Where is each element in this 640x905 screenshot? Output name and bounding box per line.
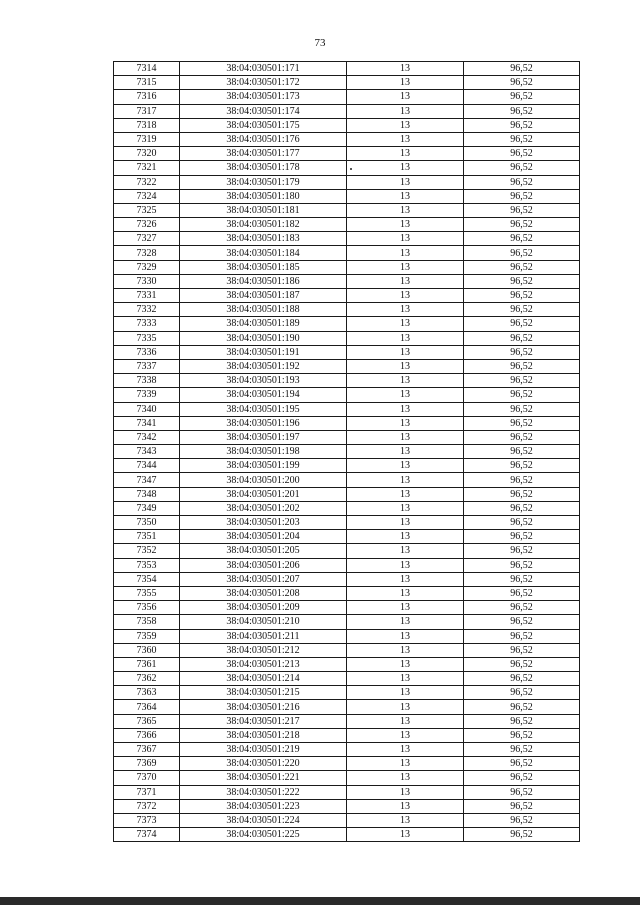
cadastral-number-cell: 38:04:030501:178 <box>180 161 347 175</box>
row-number-cell: 7328 <box>114 246 180 260</box>
row-number-cell: 7320 <box>114 147 180 161</box>
cadastral-number-cell: 38:04:030501:196 <box>180 416 347 430</box>
area-cell: 96,52 <box>464 232 580 246</box>
area-cell: 96,52 <box>464 643 580 657</box>
row-number-cell: 7355 <box>114 586 180 600</box>
row-number-cell: 7372 <box>114 799 180 813</box>
row-number-cell: 7369 <box>114 757 180 771</box>
cadastral-number-cell: 38:04:030501:207 <box>180 572 347 586</box>
row-number-cell: 7364 <box>114 700 180 714</box>
row-number-cell: 7353 <box>114 558 180 572</box>
table-row <box>114 558 580 572</box>
row-number-cell: 7322 <box>114 175 180 189</box>
area-cell: 96,52 <box>464 530 580 544</box>
cadastral-number-cell: 38:04:030501:216 <box>180 700 347 714</box>
zone-cell: 13 <box>347 799 464 813</box>
cadastral-number-cell: 38:04:030501:206 <box>180 558 347 572</box>
area-cell: 96,52 <box>464 657 580 671</box>
area-cell: 96,52 <box>464 601 580 615</box>
table-row <box>114 799 580 813</box>
zone-cell: 13 <box>347 558 464 572</box>
cadastral-number-cell: 38:04:030501:209 <box>180 601 347 615</box>
area-cell: 96,52 <box>464 757 580 771</box>
table-row <box>114 445 580 459</box>
zone-cell: 13 <box>347 430 464 444</box>
row-number-cell: 7331 <box>114 289 180 303</box>
zone-cell: 13 <box>347 260 464 274</box>
cadastral-number-cell: 38:04:030501:213 <box>180 657 347 671</box>
zone-cell: 13 <box>347 416 464 430</box>
row-number-cell: 7317 <box>114 104 180 118</box>
area-cell: 96,52 <box>464 416 580 430</box>
cadastral-number-cell: 38:04:030501:182 <box>180 218 347 232</box>
area-cell: 96,52 <box>464 104 580 118</box>
cadastral-number-cell: 38:04:030501:212 <box>180 643 347 657</box>
row-number-cell: 7366 <box>114 728 180 742</box>
area-cell: 96,52 <box>464 303 580 317</box>
row-number-cell: 7342 <box>114 430 180 444</box>
table-row <box>114 430 580 444</box>
table-row <box>114 615 580 629</box>
area-cell: 96,52 <box>464 686 580 700</box>
zone-cell: 13 <box>347 487 464 501</box>
row-number-cell: 7349 <box>114 501 180 515</box>
zone-cell: 13 <box>347 700 464 714</box>
area-cell: 96,52 <box>464 345 580 359</box>
table-row <box>114 728 580 742</box>
zone-cell: 13 <box>347 147 464 161</box>
area-cell: 96,52 <box>464 771 580 785</box>
zone-cell: 13 <box>347 374 464 388</box>
table-row <box>114 586 580 600</box>
zone-cell: 13 <box>347 629 464 643</box>
zone-cell: 13 <box>347 615 464 629</box>
cadastral-number-cell: 38:04:030501:176 <box>180 132 347 146</box>
row-number-cell: 7354 <box>114 572 180 586</box>
row-number-cell: 7352 <box>114 544 180 558</box>
cadastral-number-cell: 38:04:030501:173 <box>180 90 347 104</box>
area-cell: 96,52 <box>464 359 580 373</box>
page-number: 73 <box>314 37 326 49</box>
row-number-cell: 7335 <box>114 331 180 345</box>
row-number-cell: 7371 <box>114 785 180 799</box>
cadastral-number-cell: 38:04:030501:222 <box>180 785 347 799</box>
area-cell: 96,52 <box>464 501 580 515</box>
table-row <box>114 374 580 388</box>
cadastral-number-cell: 38:04:030501:193 <box>180 374 347 388</box>
area-cell: 96,52 <box>464 274 580 288</box>
table-row <box>114 757 580 771</box>
area-cell: 96,52 <box>464 76 580 90</box>
area-cell: 96,52 <box>464 558 580 572</box>
cadastral-number-cell: 38:04:030501:211 <box>180 629 347 643</box>
row-number-cell: 7351 <box>114 530 180 544</box>
zone-cell: 13 <box>347 189 464 203</box>
area-cell: 96,52 <box>464 544 580 558</box>
row-number-cell: 7341 <box>114 416 180 430</box>
table-row <box>114 657 580 671</box>
area-cell: 96,52 <box>464 175 580 189</box>
row-number-cell: 7344 <box>114 459 180 473</box>
table-row <box>114 771 580 785</box>
zone-cell: 13 <box>347 757 464 771</box>
table-row <box>114 686 580 700</box>
cadastral-number-cell: 38:04:030501:175 <box>180 118 347 132</box>
table-row <box>114 274 580 288</box>
row-number-cell: 7360 <box>114 643 180 657</box>
zone-cell: 13 <box>347 76 464 90</box>
table-row <box>114 643 580 657</box>
table-row <box>114 714 580 728</box>
cadastral-number-cell: 38:04:030501:208 <box>180 586 347 600</box>
area-cell: 96,52 <box>464 572 580 586</box>
cadastral-number-cell: 38:04:030501:186 <box>180 274 347 288</box>
row-number-cell: 7340 <box>114 402 180 416</box>
table-row <box>114 317 580 331</box>
zone-cell: 13 <box>347 132 464 146</box>
zone-cell: 13 <box>347 388 464 402</box>
cadastral-number-cell: 38:04:030501:203 <box>180 516 347 530</box>
cadastral-number-cell: 38:04:030501:177 <box>180 147 347 161</box>
table-row <box>114 104 580 118</box>
table-row <box>114 544 580 558</box>
cadastral-number-cell: 38:04:030501:219 <box>180 743 347 757</box>
area-cell: 96,52 <box>464 487 580 501</box>
cadastral-number-cell: 38:04:030501:223 <box>180 799 347 813</box>
zone-cell: 13 <box>347 501 464 515</box>
cadastral-number-cell: 38:04:030501:172 <box>180 76 347 90</box>
cadastral-number-cell: 38:04:030501:215 <box>180 686 347 700</box>
zone-cell: 13 <box>347 828 464 842</box>
cadastral-number-cell: 38:04:030501:210 <box>180 615 347 629</box>
area-cell: 96,52 <box>464 700 580 714</box>
cadastral-number-cell: 38:04:030501:190 <box>180 331 347 345</box>
table-row <box>114 289 580 303</box>
cadastral-number-cell: 38:04:030501:185 <box>180 260 347 274</box>
area-cell: 96,52 <box>464 672 580 686</box>
row-number-cell: 7348 <box>114 487 180 501</box>
area-cell: 96,52 <box>464 473 580 487</box>
zone-cell: 13 <box>347 643 464 657</box>
parcel-table-body <box>114 62 580 842</box>
cadastral-number-cell: 38:04:030501:200 <box>180 473 347 487</box>
cadastral-number-cell: 38:04:030501:174 <box>180 104 347 118</box>
area-cell: 96,52 <box>464 289 580 303</box>
row-number-cell: 7347 <box>114 473 180 487</box>
table-row <box>114 232 580 246</box>
table-row <box>114 672 580 686</box>
row-number-cell: 7367 <box>114 743 180 757</box>
cadastral-number-cell: 38:04:030501:191 <box>180 345 347 359</box>
zone-cell: 13 <box>347 62 464 76</box>
zone-cell: 13 <box>347 445 464 459</box>
zone-cell: 13 <box>347 175 464 189</box>
table-row <box>114 118 580 132</box>
area-cell: 96,52 <box>464 728 580 742</box>
row-number-cell: 7337 <box>114 359 180 373</box>
zone-cell: 13 <box>347 402 464 416</box>
row-number-cell: 7333 <box>114 317 180 331</box>
row-number-cell: 7319 <box>114 132 180 146</box>
table-row <box>114 218 580 232</box>
cadastral-number-cell: 38:04:030501:180 <box>180 189 347 203</box>
table-row <box>114 331 580 345</box>
zone-cell: 13 <box>347 232 464 246</box>
row-number-cell: 7373 <box>114 813 180 827</box>
table-row <box>114 246 580 260</box>
zone-cell: 13 <box>347 104 464 118</box>
area-cell: 96,52 <box>464 743 580 757</box>
cadastral-number-cell: 38:04:030501:192 <box>180 359 347 373</box>
row-number-cell: 7374 <box>114 828 180 842</box>
zone-cell: 13 <box>347 459 464 473</box>
table-row <box>114 813 580 827</box>
cadastral-number-cell: 38:04:030501:221 <box>180 771 347 785</box>
zone-cell: 13 <box>347 657 464 671</box>
table-row <box>114 572 580 586</box>
area-cell: 96,52 <box>464 132 580 146</box>
table-row <box>114 416 580 430</box>
cadastral-number-cell: 38:04:030501:189 <box>180 317 347 331</box>
row-number-cell: 7362 <box>114 672 180 686</box>
cadastral-number-cell: 38:04:030501:183 <box>180 232 347 246</box>
row-number-cell: 7329 <box>114 260 180 274</box>
zone-cell: 13 <box>347 516 464 530</box>
cadastral-number-cell: 38:04:030501:179 <box>180 175 347 189</box>
area-cell: 96,52 <box>464 714 580 728</box>
table-row <box>114 516 580 530</box>
table-row <box>114 260 580 274</box>
area-cell: 96,52 <box>464 402 580 416</box>
scan-bottom-edge <box>0 897 640 905</box>
cadastral-number-cell: 38:04:030501:224 <box>180 813 347 827</box>
zone-cell: 13 <box>347 601 464 615</box>
zone-cell: 13 <box>347 274 464 288</box>
zone-cell: 13 <box>347 218 464 232</box>
zone-cell: 13 <box>347 728 464 742</box>
zone-cell: 13 <box>347 572 464 586</box>
row-number-cell: 7325 <box>114 203 180 217</box>
row-number-cell: 7330 <box>114 274 180 288</box>
parcel-table <box>113 61 580 842</box>
row-number-cell: 7338 <box>114 374 180 388</box>
cadastral-number-cell: 38:04:030501:187 <box>180 289 347 303</box>
cadastral-number-cell: 38:04:030501:201 <box>180 487 347 501</box>
row-number-cell: 7321 <box>114 161 180 175</box>
table-row <box>114 459 580 473</box>
table-row <box>114 501 580 515</box>
row-number-cell: 7315 <box>114 76 180 90</box>
cadastral-number-cell: 38:04:030501:214 <box>180 672 347 686</box>
table-row <box>114 359 580 373</box>
row-number-cell: 7332 <box>114 303 180 317</box>
area-cell: 96,52 <box>464 203 580 217</box>
area-cell: 96,52 <box>464 218 580 232</box>
area-cell: 96,52 <box>464 189 580 203</box>
table-row <box>114 175 580 189</box>
cadastral-number-cell: 38:04:030501:181 <box>180 203 347 217</box>
table-row <box>114 189 580 203</box>
zone-cell: 13 <box>347 530 464 544</box>
row-number-cell: 7339 <box>114 388 180 402</box>
row-number-cell: 7350 <box>114 516 180 530</box>
table-row <box>114 303 580 317</box>
zone-cell: 13 <box>347 118 464 132</box>
cadastral-number-cell: 38:04:030501:171 <box>180 62 347 76</box>
zone-cell: 13 <box>347 686 464 700</box>
table-row <box>114 828 580 842</box>
table-row <box>114 629 580 643</box>
area-cell: 96,52 <box>464 161 580 175</box>
row-number-cell: 7327 <box>114 232 180 246</box>
zone-cell: 13 <box>347 161 464 175</box>
area-cell: 96,52 <box>464 813 580 827</box>
table-row <box>114 530 580 544</box>
area-cell: 96,52 <box>464 147 580 161</box>
cadastral-number-cell: 38:04:030501:198 <box>180 445 347 459</box>
table-row <box>114 76 580 90</box>
table-row <box>114 147 580 161</box>
table-row <box>114 203 580 217</box>
area-cell: 96,52 <box>464 246 580 260</box>
area-cell: 96,52 <box>464 90 580 104</box>
zone-cell: 13 <box>347 771 464 785</box>
table-row <box>114 132 580 146</box>
row-number-cell: 7324 <box>114 189 180 203</box>
row-number-cell: 7314 <box>114 62 180 76</box>
area-cell: 96,52 <box>464 374 580 388</box>
area-cell: 96,52 <box>464 118 580 132</box>
zone-cell: 13 <box>347 672 464 686</box>
table-row <box>114 743 580 757</box>
area-cell: 96,52 <box>464 586 580 600</box>
cadastral-number-cell: 38:04:030501:225 <box>180 828 347 842</box>
zone-cell: 13 <box>347 246 464 260</box>
area-cell: 96,52 <box>464 331 580 345</box>
table-row <box>114 473 580 487</box>
cadastral-number-cell: 38:04:030501:205 <box>180 544 347 558</box>
zone-cell: 13 <box>347 90 464 104</box>
zone-cell: 13 <box>347 331 464 345</box>
row-number-cell: 7318 <box>114 118 180 132</box>
zone-cell: 13 <box>347 289 464 303</box>
zone-cell: 13 <box>347 317 464 331</box>
row-number-cell: 7363 <box>114 686 180 700</box>
area-cell: 96,52 <box>464 785 580 799</box>
cadastral-number-cell: 38:04:030501:218 <box>180 728 347 742</box>
row-number-cell: 7358 <box>114 615 180 629</box>
zone-cell: 13 <box>347 586 464 600</box>
zone-cell: 13 <box>347 714 464 728</box>
row-number-cell: 7370 <box>114 771 180 785</box>
row-number-cell: 7316 <box>114 90 180 104</box>
cadastral-number-cell: 38:04:030501:184 <box>180 246 347 260</box>
table-row <box>114 90 580 104</box>
row-number-cell: 7359 <box>114 629 180 643</box>
area-cell: 96,52 <box>464 260 580 274</box>
cadastral-number-cell: 38:04:030501:217 <box>180 714 347 728</box>
area-cell: 96,52 <box>464 445 580 459</box>
zone-cell: 13 <box>347 345 464 359</box>
row-number-cell: 7343 <box>114 445 180 459</box>
cadastral-number-cell: 38:04:030501:197 <box>180 430 347 444</box>
row-number-cell: 7356 <box>114 601 180 615</box>
area-cell: 96,52 <box>464 799 580 813</box>
cadastral-number-cell: 38:04:030501:204 <box>180 530 347 544</box>
area-cell: 96,52 <box>464 317 580 331</box>
table-row <box>114 161 580 175</box>
cadastral-number-cell: 38:04:030501:202 <box>180 501 347 515</box>
row-number-cell: 7365 <box>114 714 180 728</box>
cadastral-number-cell: 38:04:030501:220 <box>180 757 347 771</box>
table-row <box>114 487 580 501</box>
table-row <box>114 62 580 76</box>
area-cell: 96,52 <box>464 629 580 643</box>
table-row <box>114 402 580 416</box>
area-cell: 96,52 <box>464 388 580 402</box>
area-cell: 96,52 <box>464 828 580 842</box>
cadastral-number-cell: 38:04:030501:199 <box>180 459 347 473</box>
cadastral-number-cell: 38:04:030501:194 <box>180 388 347 402</box>
row-number-cell: 7336 <box>114 345 180 359</box>
table-row <box>114 785 580 799</box>
table-row <box>114 345 580 359</box>
zone-cell: 13 <box>347 813 464 827</box>
zone-cell: 13 <box>347 743 464 757</box>
table-row <box>114 388 580 402</box>
area-cell: 96,52 <box>464 459 580 473</box>
table-row <box>114 700 580 714</box>
cadastral-number-cell: 38:04:030501:188 <box>180 303 347 317</box>
row-number-cell: 7361 <box>114 657 180 671</box>
table-row <box>114 601 580 615</box>
area-cell: 96,52 <box>464 516 580 530</box>
zone-cell: 13 <box>347 359 464 373</box>
zone-cell: 13 <box>347 544 464 558</box>
zone-cell: 13 <box>347 785 464 799</box>
area-cell: 96,52 <box>464 62 580 76</box>
cadastral-number-cell: 38:04:030501:195 <box>180 402 347 416</box>
area-cell: 96,52 <box>464 430 580 444</box>
zone-cell: 13 <box>347 203 464 217</box>
zone-cell: 13 <box>347 303 464 317</box>
row-number-cell: 7326 <box>114 218 180 232</box>
zone-cell: 13 <box>347 473 464 487</box>
area-cell: 96,52 <box>464 615 580 629</box>
